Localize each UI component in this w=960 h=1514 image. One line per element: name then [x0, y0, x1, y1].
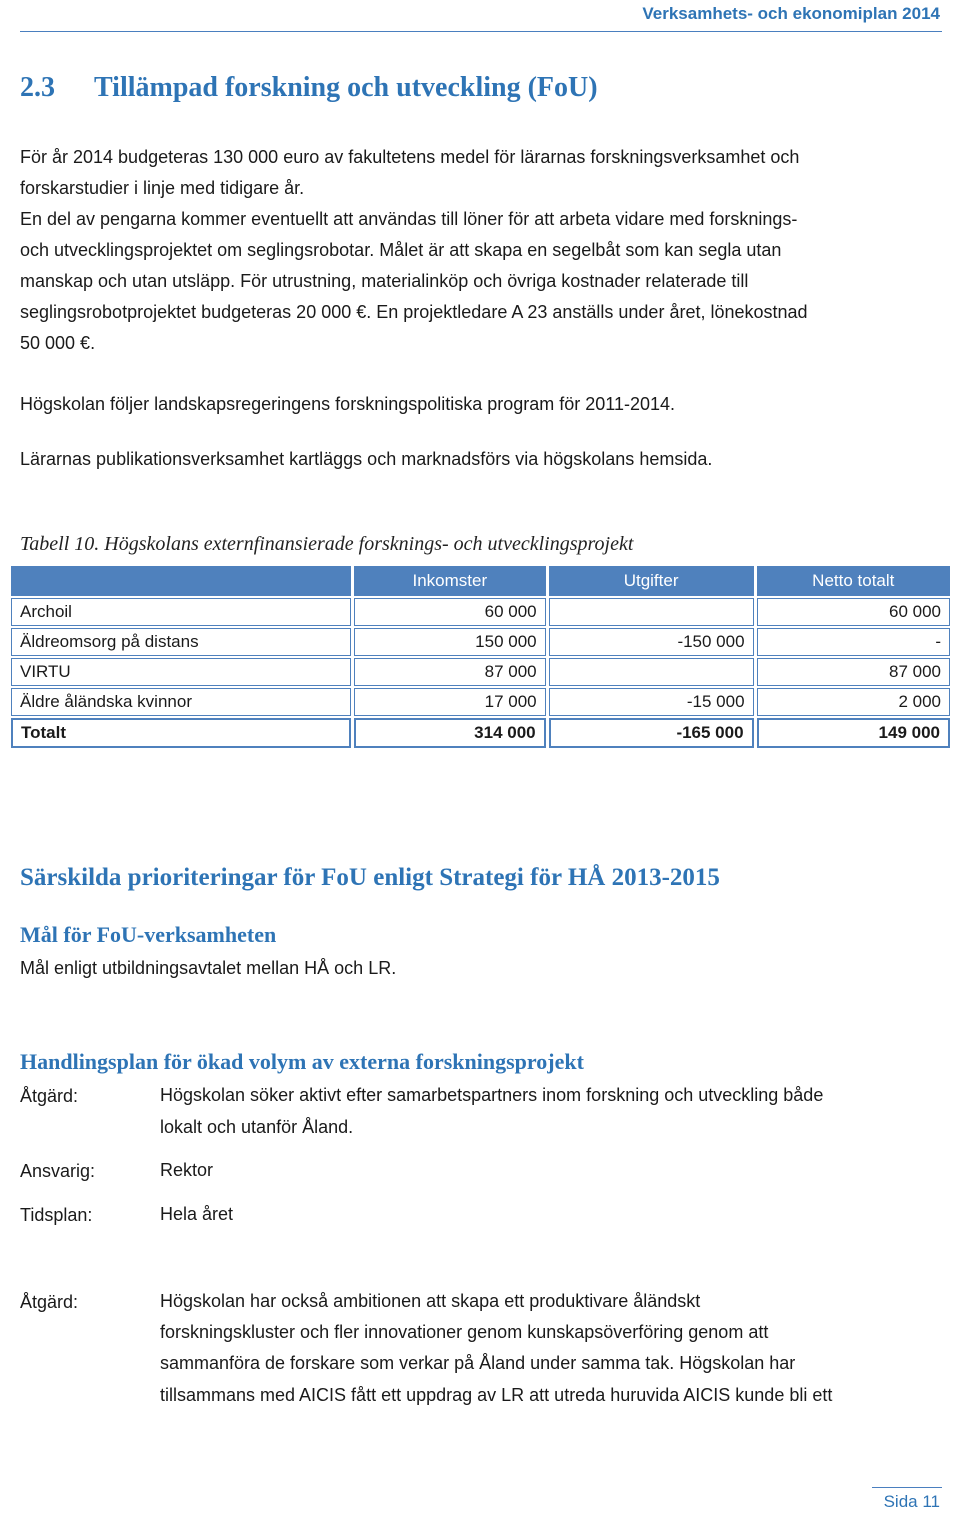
total-net: 149 000 — [757, 718, 950, 748]
paragraph-programs: Högskolan följer landskapsregeringens forskningspolitiska program för 2011-2014. — [20, 394, 676, 414]
cell-expense: -15 000 — [549, 688, 754, 716]
cell-expense — [549, 598, 754, 626]
schedule-value: Hela året — [160, 1204, 234, 1224]
paragraph-line: En del av pengarna kommer eventuellt att användas till löner för att arbeta vidare med forsknings- — [20, 209, 798, 229]
table-row — [11, 598, 950, 626]
table-row — [11, 628, 950, 656]
cell-net: 60 000 — [757, 598, 950, 626]
table-header-row — [11, 566, 950, 596]
action-text-line: lokalt och utanför Åland. — [160, 1117, 354, 1137]
action-text-line: sammanföra de forskare som verkar på Åland under samma tak. Högskolan har — [160, 1353, 796, 1373]
cell-expense: -150 000 — [549, 628, 754, 656]
section-title: Tillämpad forskning och utveckling (FoU) — [94, 72, 598, 103]
row-label: Archoil — [11, 598, 351, 626]
paragraph-line: 50 000 €. — [20, 333, 96, 353]
table-row — [11, 688, 950, 716]
paragraph-line: För år 2014 budgeteras 130 000 euro av fakultetens medel för lärarnas forskningsverksamhet och — [20, 147, 800, 167]
cell-income: 87 000 — [354, 658, 546, 686]
section-heading — [20, 72, 598, 104]
header-rule — [20, 31, 942, 32]
table-total-row — [11, 718, 950, 748]
row-label: Äldre åländska kvinnor — [11, 688, 351, 716]
row-label: VIRTU — [11, 658, 351, 686]
total-label: Totalt — [11, 718, 351, 748]
table-row — [11, 658, 950, 686]
cell-net: 87 000 — [757, 658, 950, 686]
table-caption: Tabell 10. Högskolans externfinansierade forsknings- och utvecklingsprojekt — [20, 533, 634, 555]
projects-table — [8, 564, 953, 750]
paragraph-line: forskarstudier i linje med tidigare år. — [20, 178, 305, 198]
responsible-label: Ansvarig: — [20, 1161, 96, 1181]
table-header-blank — [11, 566, 351, 596]
priorities-heading: Särskilda prioriteringar för FoU enligt Strategi för HÅ 2013-2015 — [20, 864, 720, 891]
paragraph-line: manskap och utan utsläpp. För utrustning, materialinköp och övriga kostnader relaterade till — [20, 271, 749, 291]
action-text-line: Högskolan söker aktivt efter samarbetspartners inom forskning och utveckling både — [160, 1085, 824, 1105]
total-income: 314 000 — [354, 718, 546, 748]
action-label: Åtgärd: — [20, 1086, 79, 1106]
action-text-line: tillsammans med AICIS fått ett uppdrag av LR att utreda huruvida AICIS kunde bli ett — [160, 1385, 833, 1405]
action-text-line: Högskolan har också ambitionen att skapa ett produktivare åländskt — [160, 1291, 701, 1311]
cell-income: 60 000 — [354, 598, 546, 626]
cell-income: 17 000 — [354, 688, 546, 716]
footer-rule — [872, 1487, 942, 1488]
section-number: 2.3 — [20, 72, 55, 103]
action-plan-heading: Handlingsplan för ökad volym av externa forskningsprojekt — [20, 1049, 584, 1074]
paragraph-line: och utvecklingsprojektet om seglingsrobotar. Målet är att skapa en segelbåt som kan segla utan — [20, 240, 782, 260]
column-header-expense: Utgifter — [549, 566, 754, 596]
schedule-label: Tidsplan: — [20, 1205, 93, 1225]
column-header-income: Inkomster — [354, 566, 546, 596]
row-label: Äldreomsorg på distans — [11, 628, 351, 656]
action-label: Åtgärd: — [20, 1292, 79, 1312]
goals-text: Mål enligt utbildningsavtalet mellan HÅ och LR. — [20, 958, 397, 978]
cell-income: 150 000 — [354, 628, 546, 656]
cell-net: - — [757, 628, 950, 656]
responsible-value: Rektor — [160, 1160, 214, 1180]
paragraph-publications: Lärarnas publikationsverksamhet kartläggs och marknadsförs via högskolans hemsida. — [20, 449, 713, 469]
column-header-net: Netto totalt — [757, 566, 950, 596]
goals-heading: Mål för FoU-verksamheten — [20, 922, 277, 947]
cell-net: 2 000 — [757, 688, 950, 716]
running-header: Verksamhets- och ekonomiplan 2014 — [642, 4, 940, 23]
action-text-line: forskningskluster och fler innovationer genom kunskapsöverföring genom att — [160, 1322, 769, 1342]
cell-expense — [549, 658, 754, 686]
page-number: Sida 11 — [883, 1492, 940, 1511]
total-expense: -165 000 — [549, 718, 754, 748]
paragraph-line: seglingsrobotprojektet budgeteras 20 000 €. En projektledare A 23 anställs under året, lönekostnad — [20, 302, 808, 322]
